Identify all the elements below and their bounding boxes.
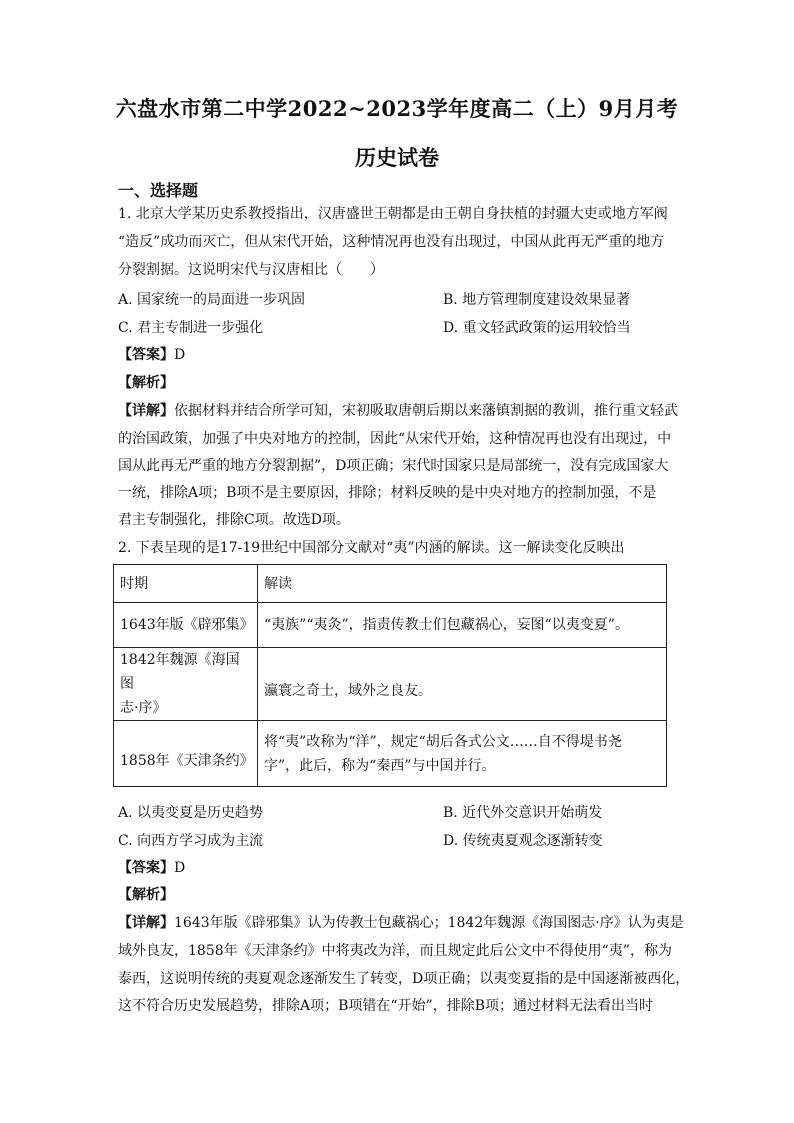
table-cell-reading — [258, 648, 667, 721]
q2-detail-line: 泰西，这说明传统的夷夏观念逐渐发生了转变，D项正确；以夷变夏指的是中国逐渐被西化， — [118, 971, 690, 987]
table-cell-reading: “夷族”“夷灸”，指责传教士们包藏祸心，妄图“以夷变夏”。 — [258, 603, 667, 648]
reading-line: 瀛寰之奇士，域外之良友。 — [264, 683, 432, 699]
period-line: 1858年《天津条约》 — [120, 752, 254, 769]
q1-detail-line — [118, 401, 678, 421]
q1-stem-line: 1. 北京大学某历史系教授指出，汉唐盛世王朝都是由王朝自身扶植的封疆大吏或地方军阀 — [118, 206, 668, 222]
table-header-row — [114, 565, 667, 603]
q1-stem-line: “造反”成功而灭亡，但从宋代开始，这种情况再也没有出现过，中国从此再无严重的地方 — [118, 234, 665, 250]
detail-text: 1643年版《辟邪集》认为传教士包藏祸心；1842年魏源《海国图志·序》认为夷是 — [174, 915, 684, 931]
q2-option-c: C. 向西方学习成为主流 — [118, 833, 264, 849]
detail-tag: 【详解】 — [118, 915, 174, 931]
section-heading: 一、选择题 — [118, 181, 199, 200]
q1-detail-line: 一统，排除A项；B项不是主要原因，排除；材料反映的是中央对地方的控制加强，不是 — [118, 485, 657, 501]
answer-value: D — [174, 860, 186, 876]
q1-option-c: C. 君主专制进一步强化 — [118, 320, 264, 336]
q1-detail-line: 君主专制强化，排除C项。故选D项。 — [118, 512, 350, 528]
answer-tag: 【答案】 — [118, 860, 174, 876]
table-header-cell: 时期 — [114, 565, 258, 603]
reading-line: 将“夷”改称为“洋”，规定“胡后各式公文……自不得堤书尧 — [264, 733, 622, 750]
table-cell-period — [114, 648, 258, 721]
table-cell-reading — [258, 721, 667, 787]
q2-stem: 2. 下表呈现的是17-19世纪中国部分文献对“夷”内涵的解读。这一解读变化反映出 — [118, 540, 625, 556]
q2-answer — [118, 858, 185, 878]
period-line: 1842年魏源《海国图 — [120, 652, 240, 692]
exam-title: 六盘水市第二中学2022~2023学年度高二（上）9月月考 — [115, 96, 679, 121]
answer-value: D — [174, 347, 186, 363]
period-line: 志·序》 — [120, 700, 167, 716]
q2-option-d: D. 传统夷夏观念逐渐转变 — [443, 833, 603, 849]
q2-option-a: A. 以夷变夏是历史趋势 — [118, 805, 264, 821]
table-cell-period: 1643年版《辟邪集》 — [114, 603, 258, 648]
q2-analysis-tag: 【解析】 — [118, 887, 174, 903]
table-cell-period — [114, 721, 258, 787]
q2-option-b: B. 近代外交意识开始萌发 — [443, 805, 603, 821]
q1-stem-line: 分裂割据。这说明宋代与汉唐相比（ ） — [118, 262, 384, 278]
detail-text: 依据材料并结合所学可知，宋初吸取唐朝后期以来藩镇割据的教训，推行重文轻武 — [174, 403, 678, 419]
q1-answer — [118, 345, 185, 365]
q1-detail-line: 的治国政策，加强了中央对地方的控制，因此“从宋代开始，这种情况再也没有出现过，中 — [118, 431, 672, 447]
exam-subtitle: 历史试卷 — [355, 145, 439, 170]
q1-option-d: D. 重文轻武政策的运用较恰当 — [443, 320, 631, 336]
q1-option-b: B. 地方管理制度建设效果显著 — [443, 292, 631, 308]
q1-analysis-tag: 【解析】 — [118, 375, 174, 391]
table-row — [114, 721, 667, 787]
table-row — [114, 648, 667, 721]
q1-detail-line: 国从此再无严重的地方分裂割据”，D项正确；宋代时国家只是局部统一，没有完成国家大 — [118, 458, 669, 474]
q2-detail-line — [118, 913, 684, 933]
q2-detail-line: 这不符合历史发展趋势，排除A项；B项错在“开始”，排除B项；通过材料无法看出当时 — [118, 998, 653, 1014]
q2-table — [113, 564, 667, 787]
detail-tag: 【详解】 — [118, 403, 174, 419]
answer-tag: 【答案】 — [118, 347, 174, 363]
table-header-cell: 解读 — [258, 565, 667, 603]
q2-detail-line: 域外良友，1858年《天津条约》中将夷改为洋，而且规定此后公文中不得使用“夷”，称为 — [118, 943, 672, 959]
q1-option-a: A. 国家统一的局面进一步巩固 — [118, 292, 306, 308]
table-row — [114, 603, 667, 648]
reading-line: 字”，此后，称为“秦西”与中国并行。 — [264, 757, 496, 774]
